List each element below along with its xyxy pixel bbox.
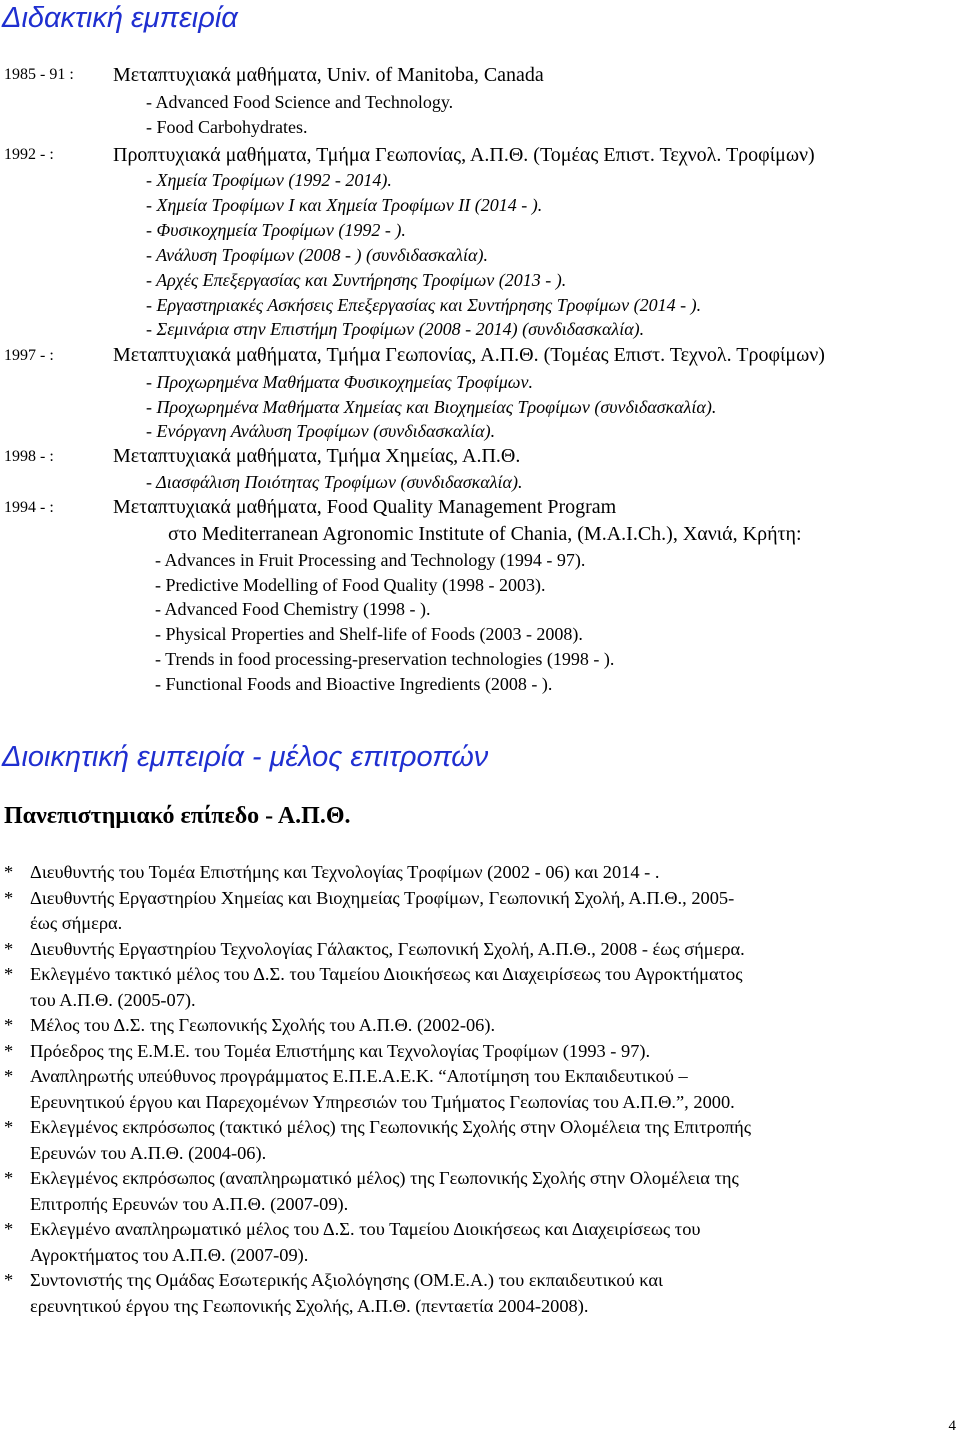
list-item: * Συντονιστής της Ομάδας Εσωτερικής Αξιολόγησης (ΟΜ.Ε.Α.) του εκπαιδευτικού και bbox=[4, 1270, 663, 1290]
list-item: * Αναπληρωτής υπεύθυνος προγράμματος Ε.Π.Ε.Α.Ε.Κ. “Αποτίμηση του Εκπαιδευτικού – bbox=[4, 1066, 688, 1086]
entry-title: Μεταπτυχιακά μαθήματα, Τμήμα Γεωπονίας, Α.Π.Θ. (Τομέας Επιστ. Τεχνολ. Τροφίμων) bbox=[113, 344, 825, 366]
list-item-continuation: Αγροκτήματος του Α.Π.Θ. (2007-09). bbox=[30, 1244, 309, 1265]
page-number: 4 bbox=[948, 1418, 956, 1434]
course-item: - Functional Foods and Bioactive Ingredients (2008 - ). bbox=[155, 674, 553, 694]
course-item: - Ενόργανη Ανάλυση Τροφίμων (συνδιδασκαλία). bbox=[146, 421, 496, 441]
course-item: - Αρχές Επεξεργασίας και Συντήρησης Τροφίμων (2013 - ). bbox=[146, 270, 567, 290]
course-item: - Advanced Food Science and Technology. bbox=[146, 92, 454, 112]
course-item: - Food Carbohydrates. bbox=[146, 117, 308, 137]
list-item: * Πρόεδρος της Ε.Μ.Ε. του Τομέα Επιστήμης και Τεχνολογίας Τροφίμων (1993 - 97). bbox=[4, 1040, 651, 1061]
subsection-heading: Πανεπιστημιακό επίπεδο - Α.Π.Θ. bbox=[4, 803, 351, 829]
list-item: * Εκλεγμένος εκπρόσωπος (τακτικό μέλος) της Γεωπονικής Σχολής στην Ολομέλεια της Επιτροπής bbox=[4, 1117, 752, 1137]
list-item: * Διευθυντής Εργαστηρίου Χημείας και Βιοχημείας Τροφίμων, Γεωπονική Σχολή, Α.Π.Θ., 2005- bbox=[4, 887, 735, 908]
course-item: - Predictive Modelling of Food Quality (1998 - 2003). bbox=[155, 575, 546, 595]
course-item: - Ανάλυση Τροφίμων (2008 - ) (συνδιδασκαλία). bbox=[146, 245, 488, 265]
admin-bullet-list bbox=[4, 860, 956, 1319]
entry-title: Προπτυχιακά μαθήματα, Τμήμα Γεωπονίας, Α.Π.Θ. (Τομέας Επιστ. Τεχνολ. Τροφίμων) bbox=[113, 144, 815, 166]
entry-title: Μεταπτυχιακά μαθήματα, Food Quality Management Program bbox=[113, 496, 617, 518]
list-item: * Εκλεγμένος εκπρόσωπος (αναπληρωματικό μέλος) της Γεωπονικής Σχολής στην Ολομέλεια της bbox=[4, 1168, 739, 1188]
list-item: * Μέλος του Δ.Σ. της Γεωπονικής Σχολής του Α.Π.Θ. (2002-06). bbox=[4, 1015, 496, 1035]
entry-year: 1997 - : bbox=[4, 347, 54, 364]
list-item: * Εκλεγμένο αναπληρωματικό μέλος του Δ.Σ. του Ταμείου Διοικήσεως και Διαχειρίσεως του bbox=[4, 1219, 701, 1239]
section-heading-admin: Διοικητική εμπειρία - μέλος επιτροπών bbox=[2, 741, 489, 773]
list-item-continuation: ερευνητικού έργου της Γεωπονικής Σχολής, Α.Π.Θ. (πενταετία 2004-2008). bbox=[30, 1295, 589, 1316]
course-item: - Σεμινάρια στην Επιστήμη Τροφίμων (2008 - 2014) (συνδιδασκαλία). bbox=[146, 319, 645, 339]
entry-year: 1998 - : bbox=[4, 448, 54, 465]
entry-year: 1985 - 91 : bbox=[4, 66, 74, 83]
course-item: - Physical Properties and Shelf-life of Foods (2003 - 2008). bbox=[155, 624, 583, 644]
list-item-continuation: του Α.Π.Θ. (2005-07). bbox=[30, 989, 196, 1010]
course-item: - Χημεία Τροφίμων (1992 - 2014). bbox=[146, 170, 392, 190]
course-item: - Προχωρημένα Μαθήματα Φυσικοχημείας Τροφίμων. bbox=[146, 372, 533, 392]
entry-year: 1994 - : bbox=[4, 499, 54, 516]
list-item: * Διευθυντής Εργαστηρίου Τεχνολογίας Γάλακτος, Γεωπονική Σχολή, Α.Π.Θ., 2008 - έως σήμερα. bbox=[4, 938, 745, 959]
course-item: - Advanced Food Chemistry (1998 - ). bbox=[155, 599, 431, 619]
course-item: - Advances in Fruit Processing and Technology (1994 - 97). bbox=[155, 550, 586, 570]
course-item: - Εργαστηριακές Ασκήσεις Επεξεργασίας και Συντήρησης Τροφίμων (2014 - ). bbox=[146, 295, 702, 315]
list-item: * Εκλεγμένο τακτικό μέλος του Δ.Σ. του Ταμείου Διοικήσεως και Διαχειρίσεως του Αγροκτήματος bbox=[4, 964, 743, 984]
list-item-continuation: Επιτροπής Ερευνών του Α.Π.Θ. (2007-09). bbox=[30, 1193, 349, 1214]
course-item: - Trends in food processing-preservation technologies (1998 - ). bbox=[155, 649, 615, 669]
entry-title: Μεταπτυχιακά μαθήματα, Τμήμα Χημείας, Α.Π.Θ. bbox=[113, 445, 521, 467]
list-item-continuation: Ερευνών του Α.Π.Θ. (2004-06). bbox=[30, 1142, 267, 1163]
list-item-continuation: έως σήμερα. bbox=[30, 913, 123, 933]
course-item: - Προχωρημένα Μαθήματα Χημείας και Βιοχημείας Τροφίμων (συνδιδασκαλία). bbox=[146, 397, 717, 417]
course-item: - Χημεία Τροφίμων Ι και Χημεία Τροφίμων ΙΙ (2014 - ). bbox=[146, 195, 543, 215]
list-item-continuation: Ερευνητικού έργου και Παρεχομένων Υπηρεσιών του Τμήματος Γεωπονίας του Α.Π.Θ.”, 2000. bbox=[30, 1091, 735, 1112]
entry-title: Μεταπτυχιακά μαθήματα, Univ. of Manitoba, Canada bbox=[113, 64, 544, 86]
course-item: - Διασφάλιση Ποιότητας Τροφίμων (συνδιδασκαλία). bbox=[146, 472, 523, 492]
section-heading-teaching: Διδακτική εμπειρία bbox=[2, 2, 238, 34]
course-item: - Φυσικοχημεία Τροφίμων (1992 - ). bbox=[146, 220, 406, 240]
entry-subtitle: στο Mediterranean Agronomic Institute of Chania, (M.A.I.Ch.), Χανιά, Κρήτη: bbox=[168, 523, 802, 545]
list-item: * Διευθυντής του Τομέα Επιστήμης και Τεχνολογίας Τροφίμων (2002 - 06) και 2014 - . bbox=[4, 862, 660, 882]
entry-year: 1992 - : bbox=[4, 146, 54, 163]
